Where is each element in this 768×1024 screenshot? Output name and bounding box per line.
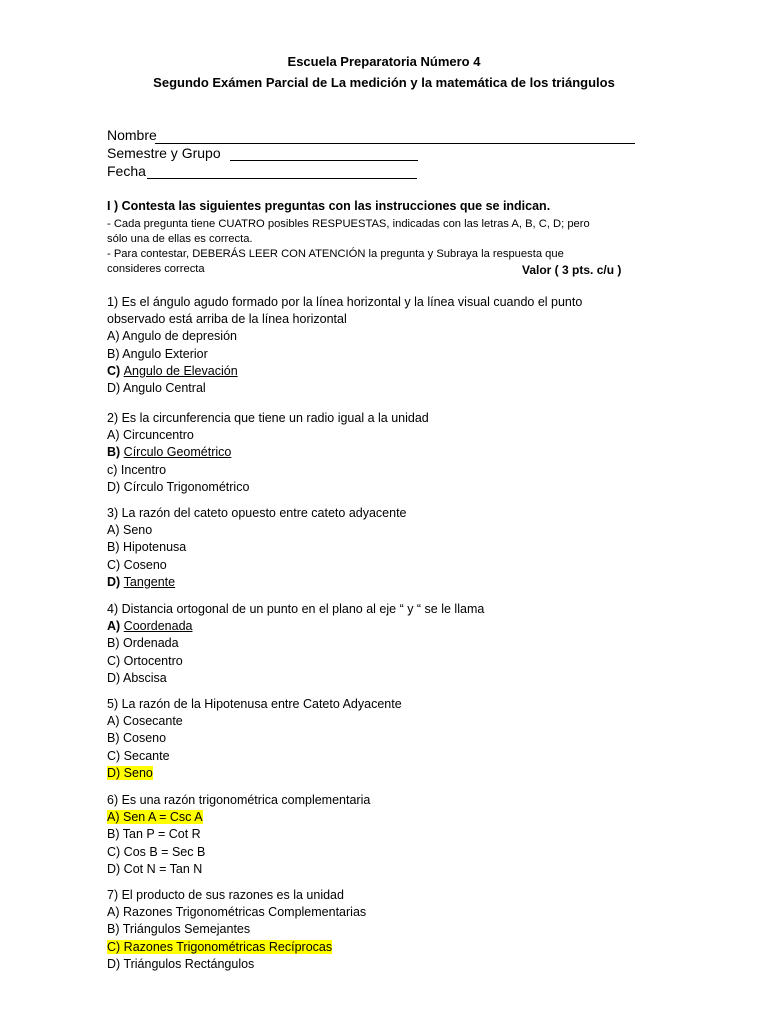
- option-d[interactable]: [107, 479, 429, 496]
- option-d-highlighted[interactable]: [107, 765, 402, 782]
- option-letter: C): [107, 939, 124, 954]
- option-text: Angulo de depresión: [122, 329, 237, 344]
- option-d-answer[interactable]: [107, 574, 407, 591]
- option-text: Razones Trigonométricas Complementarias: [122, 905, 367, 920]
- option-d[interactable]: [107, 861, 370, 878]
- option-c[interactable]: [107, 748, 402, 765]
- option-letter: D): [107, 574, 124, 589]
- instruction-line-1: - Cada pregunta tiene CUATRO posibles RESPUESTAS, indicadas con las letras A, B, C, D; pero: [107, 218, 590, 230]
- question-6: [107, 792, 370, 878]
- option-b-answer[interactable]: [107, 444, 429, 461]
- option-letter: c): [107, 462, 121, 477]
- option-letter: A): [107, 329, 123, 344]
- option-text: Seno: [123, 765, 153, 780]
- option-letter: A): [107, 810, 123, 825]
- question-stem: 4) Distancia ortogonal de un punto en el plano al eje “ y “ se le llama: [107, 602, 485, 616]
- option-letter: D): [107, 479, 124, 494]
- option-letter: D): [107, 380, 123, 395]
- option-a[interactable]: [107, 904, 366, 921]
- option-c-answer[interactable]: [107, 363, 582, 380]
- group-line: [230, 160, 418, 161]
- question-7: [107, 887, 366, 973]
- option-text: Ordenada: [122, 636, 179, 651]
- option-b[interactable]: [107, 730, 402, 747]
- option-text: Hipotenusa: [122, 540, 187, 555]
- option-a[interactable]: [107, 522, 407, 539]
- option-c[interactable]: [107, 462, 429, 479]
- question-stem: 3) La razón del cateto opuesto entre cateto adyacente: [107, 506, 407, 520]
- option-a[interactable]: [107, 328, 582, 345]
- option-text: Coseno: [122, 731, 167, 746]
- option-text: Secante: [123, 748, 170, 763]
- option-c[interactable]: [107, 844, 370, 861]
- option-letter: B): [107, 445, 124, 460]
- option-letter: A): [107, 428, 123, 443]
- option-text: Triángulos Rectángulos: [123, 956, 255, 971]
- option-letter: C): [107, 363, 124, 378]
- option-text: Cos B = Sec B: [123, 844, 206, 859]
- option-text: Angulo Exterior: [122, 346, 208, 361]
- option-letter: B): [107, 731, 123, 746]
- option-highlight: [107, 940, 332, 954]
- option-a-answer[interactable]: [107, 618, 484, 635]
- option-letter: B): [107, 636, 123, 651]
- option-text: Incentro: [120, 462, 167, 477]
- question-2: [107, 410, 429, 496]
- option-letter: D): [107, 956, 124, 971]
- option-text: Coseno: [123, 557, 167, 572]
- option-c[interactable]: [107, 557, 407, 574]
- option-highlight: [107, 766, 153, 780]
- group-label: Semestre y Grupo: [107, 145, 221, 161]
- date-line: [147, 178, 417, 179]
- option-text: Sen A = Csc A: [122, 810, 203, 825]
- option-text: Triángulos Semejantes: [122, 922, 251, 937]
- option-letter: C): [107, 557, 124, 572]
- option-text-underlined: Tangente: [123, 574, 176, 589]
- option-d[interactable]: [107, 380, 582, 397]
- option-d[interactable]: [107, 956, 366, 973]
- exam-title: Segundo Exámen Parcial de La medición y la matemática de los triángulos: [153, 75, 615, 90]
- instruction-line-1b: sólo una de ellas es correcta.: [107, 233, 253, 245]
- option-letter: D): [107, 861, 124, 876]
- option-text-underlined: Angulo de Elevación: [123, 363, 238, 378]
- option-text: Angulo Central: [122, 380, 206, 395]
- option-d[interactable]: [107, 670, 484, 687]
- question-4: [107, 601, 484, 687]
- instructions-heading: I ) Contesta las siguientes preguntas con las instrucciones que se indican.: [107, 199, 551, 213]
- name-line: [155, 143, 635, 144]
- question-stem: 1) Es el ángulo agudo formado por la línea horizontal y la línea visual cuando el punto: [107, 295, 583, 309]
- option-text: Circuncentro: [122, 428, 194, 443]
- option-c[interactable]: [107, 653, 484, 670]
- name-label: Nombre: [107, 127, 157, 143]
- option-letter: B): [107, 540, 123, 555]
- option-text: Tan P = Cot R: [122, 827, 201, 842]
- question-3: [107, 505, 407, 591]
- option-text-underlined: Círculo Geométrico: [123, 445, 232, 460]
- option-text: Ortocentro: [123, 653, 183, 668]
- value-label: Valor ( 3 pts. c/u ): [522, 263, 622, 277]
- option-letter: A): [107, 523, 123, 538]
- question-stem: 2) Es la circunferencia que tiene un radio igual a la unidad: [107, 411, 429, 425]
- option-letter: B): [107, 922, 123, 937]
- option-letter: A): [107, 619, 124, 634]
- option-letter: C): [107, 748, 124, 763]
- question-stem: 7) El producto de sus razones es la unidad: [107, 888, 344, 902]
- option-b[interactable]: [107, 539, 407, 556]
- option-letter: A): [107, 714, 123, 729]
- option-letter: B): [107, 827, 123, 842]
- option-text: Círculo Trigonométrico: [123, 479, 250, 494]
- option-highlight: [107, 810, 203, 824]
- question-stem-cont: observado está arriba de la línea horizontal: [107, 312, 347, 327]
- option-a-highlighted[interactable]: [107, 809, 370, 826]
- option-letter: D): [107, 765, 124, 780]
- option-b[interactable]: [107, 346, 582, 363]
- instruction-line-2: - Para contestar, DEBERÁS LEER CON ATENCIÓN la pregunta y Subraya la respuesta que: [107, 248, 564, 260]
- option-letter: A): [107, 905, 123, 920]
- option-text-underlined: Coordenada: [123, 619, 193, 634]
- option-c-highlighted[interactable]: [107, 939, 366, 956]
- question-stem: 5) La razón de la Hipotenusa entre Cateto Adyacente: [107, 697, 402, 711]
- option-text: Razones Trigonométricas Recíprocas: [123, 939, 333, 954]
- option-b[interactable]: [107, 921, 366, 938]
- option-text: Cosecante: [122, 714, 183, 729]
- question-1: [107, 294, 582, 397]
- question-5: [107, 696, 402, 782]
- option-b[interactable]: [107, 826, 370, 843]
- option-a[interactable]: [107, 713, 402, 730]
- option-a[interactable]: [107, 427, 429, 444]
- school-title: Escuela Preparatoria Número 4: [287, 54, 481, 69]
- option-letter: B): [107, 346, 123, 361]
- option-text: Abscisa: [122, 670, 167, 685]
- option-text: Cot N = Tan N: [123, 861, 203, 876]
- question-stem: 6) Es una razón trigonométrica complementaria: [107, 793, 371, 807]
- instruction-line-2b: consideres correcta: [107, 263, 205, 275]
- option-letter: C): [107, 844, 124, 859]
- option-text: Seno: [122, 523, 153, 538]
- option-letter: D): [107, 670, 123, 685]
- option-letter: C): [107, 653, 124, 668]
- option-b[interactable]: [107, 635, 484, 652]
- date-label: Fecha: [107, 163, 146, 179]
